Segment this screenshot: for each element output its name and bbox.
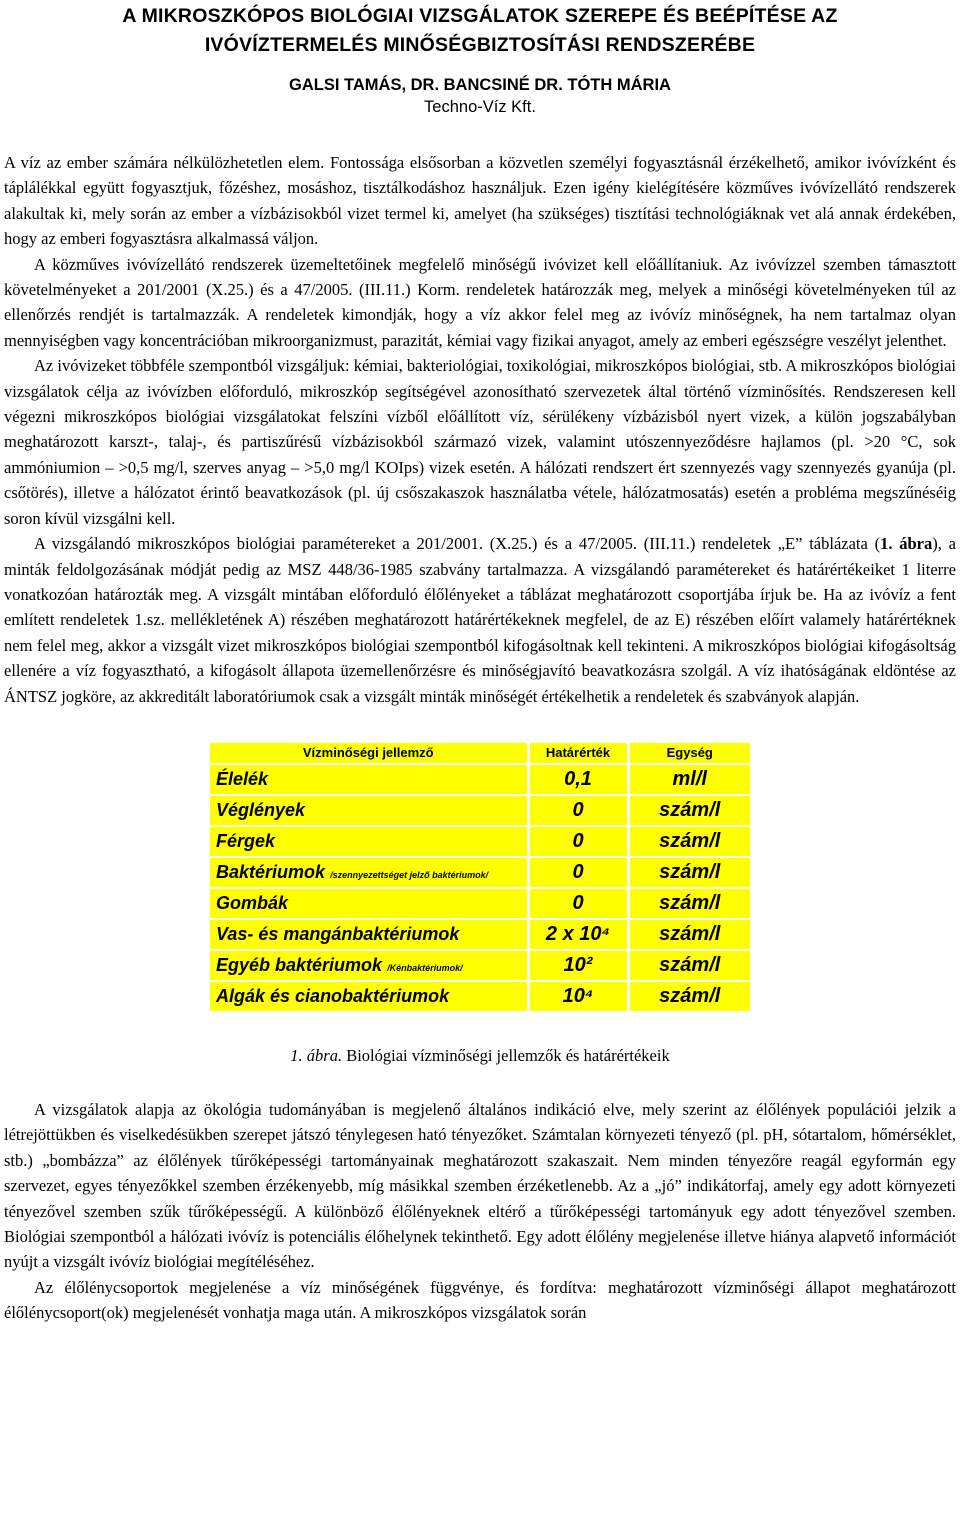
caption-label: 1. ábra. <box>290 1045 343 1065</box>
cell-unit: szám/l <box>628 950 750 981</box>
table-row <box>210 795 750 826</box>
body-text-top <box>4 150 956 709</box>
table-row <box>210 826 750 857</box>
cell-parameter <box>210 950 528 981</box>
figref-after: ), a minták feldolgozásának módját pedig az MSZ 448/36-1985 szabvány tartalmazza. A vizsgálandó paramétereket és határértékeiket 1 literre vonatkozóan határozták meg. A vizsgált mintában előforduló élőlényeket a táblázat meghatározott csoportjába írjuk be. Ha az ivóvíz a fent említett rendeletek 1.sz. mellékletének A) részében meghatározott határértékeknek megfelel, de az E) részében előírt valamely határértéknek nem felel meg, akkor a vizsgált vizet mikroszkópos biológiai szempontból kifogásoltnak kell tekinteni. A mikroszkópos biológiai kifogásoltság ellenére a víz fogyasztható, a kifogásolt állapota üzemellenőrzésre és minőségjavító beavatkozásra szolgál. A víz ihatóságának eldöntése az ÁNTSZ jogköre, az akkreditált laboratóriumok csak a vizsgált minták minőségét értékelhetik a rendeletek és szabványok alapján. <box>4 534 956 706</box>
table-row <box>210 919 750 950</box>
table-row <box>210 764 750 795</box>
title-line-1: A MIKROSZKÓPOS BIOLÓGIAI VIZSGÁLATOK SZEREPE ÉS BEÉPÍTÉSE AZ <box>122 5 838 27</box>
table-row <box>210 950 750 981</box>
header-unit: Egység <box>628 743 750 764</box>
parameter-name: Vas- és mangánbaktériumok <box>216 923 460 944</box>
cell-limit: 0 <box>528 795 628 826</box>
paragraph-intro: A víz az ember számára nélkülözhetetlen elem. Fontossága elsősorban a közvetlen személyi fogyasztásnál érzékelhető, amikor ivóvízként és táplálékkal együtt fogyasztjuk, főzéshez, mosáshoz, tisztálkodáshoz használjuk. Ezen igény kielégítésére közműves ivóvízellátó rendszerek alakultak ki, mely során az ember a vízbázisokból vizet termel ki, amelyet (ha szükséges) tisztítási technológiáknak vet alá annak érdekében, hogy az emberi fogyasztásra alkalmassá váljon. <box>4 153 956 249</box>
affiliation: Techno-Víz Kft. <box>424 98 536 116</box>
figure-1 <box>210 743 750 1011</box>
parameter-name: Algák és cianobaktériumok <box>216 985 450 1006</box>
cell-parameter <box>210 919 528 950</box>
parameter-name: Férgek <box>216 830 276 851</box>
table-row <box>210 857 750 888</box>
water-quality-table <box>210 743 750 1011</box>
cell-limit: 0 <box>528 857 628 888</box>
parameter-name: Baktériumok <box>216 861 326 882</box>
table-body <box>210 764 750 1011</box>
cell-unit: szám/l <box>628 795 750 826</box>
cell-unit: szám/l <box>628 888 750 919</box>
cell-unit: szám/l <box>628 981 750 1011</box>
header-parameter: Vízminőségi jellemző <box>210 743 528 764</box>
cell-parameter <box>210 795 528 826</box>
cell-unit: szám/l <box>628 857 750 888</box>
figref-bold: 1. ábra <box>880 534 933 554</box>
parameter-name: Egyéb baktériumok <box>216 954 383 975</box>
header-limit: Határérték <box>528 743 628 764</box>
paragraph-regulations: A közműves ivóvízellátó rendszerek üzemeltetőinek megfelelő minőségű ivóvizet kell előállítaniuk. Az ivóvízzel szemben támasztott követelményeket a 201/2001 (X.25.) és a 47/2005. (III.11.) Korm. rendeletek határozzák meg, melyek a minőségi követelményeken túl az ellenőrzés rendjét is tartalmazzák. A rendeletek kimondják, hogy a víz akkor felel meg az ivóvíz minőségnek, ha nem tartalmaz olyan mennyiségben vagy koncentrációban mikroorganizmust, parazitát, kémiai vagy fizikai anyagot, amely az emberi egészségre veszélyt jelenthet. <box>4 254 956 350</box>
paragraph-groups: Az élőlénycsoportok megjelenése a víz minőségének függvénye, és fordítva: meghatározott vízminőségi állapot meghatározott élőlénycsoport(ok) megjelenését vonhatja maga után. A mikroszkópos vizsgálatok során <box>4 1277 956 1323</box>
cell-parameter <box>210 764 528 795</box>
parameter-name: Gombák <box>216 892 289 913</box>
cell-parameter <box>210 826 528 857</box>
table-row <box>210 888 750 919</box>
caption-text: Biológiai vízminőségi jellemzők és határértékeik <box>342 1045 670 1065</box>
cell-limit: 0,1 <box>528 764 628 795</box>
figure-caption <box>4 1045 956 1067</box>
figref-before: A vizsgálandó mikroszkópos biológiai paramétereket a 201/2001. (X.25.) és a 47/2005. (III.11.) rendeletek „E” táblázata ( <box>34 534 881 554</box>
cell-limit: 2 x 10⁴ <box>528 919 628 950</box>
cell-limit: 0 <box>528 826 628 857</box>
cell-limit: 0 <box>528 888 628 919</box>
paragraph-figure-reference <box>4 531 956 709</box>
cell-parameter <box>210 888 528 919</box>
parameter-note: /szennyezettséget jelző baktériumok/ <box>330 869 489 880</box>
table-row <box>210 981 750 1011</box>
document-title <box>4 0 956 60</box>
paragraph-indication: A vizsgálatok alapja az ökológia tudományában is megjelenő általános indikáció elve, mely szerint az élőlények populációi jelzik a létrejöttükben és viselkedésükben szerepet játszó ténylegesen ható tényezőket. Számtalan környezeti tényező (pl. pH, sótartalom, hőmérséklet, stb.) „bombázza” az élőlények tűrőképességi tartományainak meghatározott szakaszait. Nem minden tényezőre reagál egyformán egy szervezet, egyes tényezőkkel szemben érzékenyebb, míg másikkal szemben érzéketlenebb. Az a „jó” indikátorfaj, amely egy adott környezeti tényezővel szemben szűk tűrőképességű. A különböző élőlényeknek eltérő a tűrőképességi tartományuk egy adott tényezővel szemben. Biológiai szempontból a hálózati ivóvíz is potenciális élőhelynek tekinthető. Egy adott élőlény megjelenése illetve hiánya alapvető információt nyújt a vizsgált ivóvíz biológiai megítéléséhez. <box>4 1099 956 1272</box>
parameter-note: /Kénbaktériumok/ <box>387 962 463 973</box>
authors: GALSI TAMÁS, DR. BANCSINÉ DR. TÓTH MÁRIA <box>289 76 671 94</box>
cell-parameter <box>210 981 528 1011</box>
cell-parameter <box>210 857 528 888</box>
paragraph-examinations: Az ivóvizeket többféle szempontból vizsgáljuk: kémiai, bakteriológiai, toxikológiai, mikroszkópos biológiai, stb. A mikroszkópos biológiai vizsgálatok célja az ivóvízben előforduló, mikroszkóp segítségével azonosítható szervezetek által történő vízminősítés. Rendszeresen kell végezni mikroszkópos biológiai vizsgálatokat felszíni vízből előállított víz, sérülékeny vízbázisból nyert vizek, a külön jogszabályban meghatározott karszt-, talaj-, és partiszűrésű vízbázisokból származó vizek, valamint utószennyeződésre hajlamos (pl. >20 °C, sok ammóniumion – >0,5 mg/l, szerves anyag – >5,0 mg/l KOIps) vizek esetén. A hálózati rendszert ért szennyezés vagy szennyezés gyanúja (pl. csőtörés), illetve a hálózatot érintő beavatkozások (pl. új csőszakaszok használatba vétele, hálózatmosatás) esetén a probléma megszűnéséig soron kívül vizsgálni kell. <box>4 356 956 528</box>
parameter-name: Élelék <box>216 768 269 789</box>
body-text-bottom <box>4 1097 956 1326</box>
cell-unit: szám/l <box>628 826 750 857</box>
cell-unit: ml/l <box>628 764 750 795</box>
cell-limit: 10⁴ <box>528 981 628 1011</box>
cell-limit: 10² <box>528 950 628 981</box>
title-line-2: IVÓVÍZTERMELÉS MINŐSÉGBIZTOSÍTÁSI RENDSZERÉBE <box>204 34 756 56</box>
table-header-row <box>210 743 750 764</box>
parameter-name: Véglények <box>216 799 306 820</box>
cell-unit: szám/l <box>628 919 750 950</box>
